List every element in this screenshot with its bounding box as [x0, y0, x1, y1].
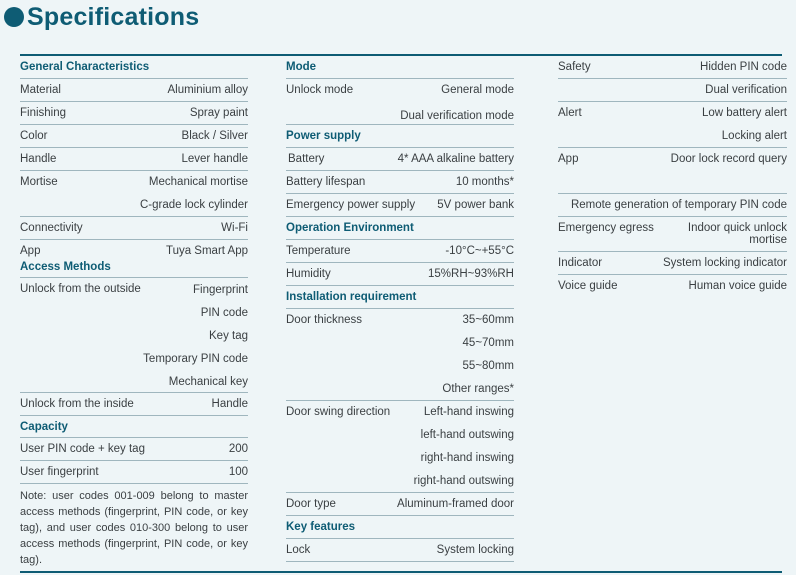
spec-text: App [20, 245, 41, 257]
bottom-divider [20, 571, 782, 573]
spec-text: Mechanical key [168, 376, 248, 388]
spec-text: Dual verification [705, 84, 787, 96]
spec-text: Mortise [20, 176, 58, 188]
spec-row-lock [286, 539, 514, 562]
spec-row-unlock-inside [20, 393, 248, 416]
spec-row-safety [558, 56, 787, 79]
spec-row-finishing [20, 102, 248, 125]
spec-text: Remote generation of temporary PIN code [570, 199, 787, 211]
spec-text: Finishing [20, 107, 67, 119]
spec-text: Unlock from the outside [20, 283, 141, 295]
spec-row-emergency-egress [558, 217, 787, 252]
spec-text: Battery lifespan [286, 176, 366, 188]
spec-row-alert [558, 102, 787, 125]
spec-text: Safety [558, 61, 591, 73]
spec-text: Hidden PIN code [700, 61, 787, 73]
spec-row-battery-lifespan [286, 171, 514, 194]
spec-text: Aluminium alloy [167, 84, 248, 96]
spec-text: Mode [286, 61, 317, 73]
spec-text: Low battery alert [701, 107, 787, 119]
spec-text: 100 [228, 466, 248, 478]
spec-text: Connectivity [20, 222, 83, 234]
spec-text: -10°C~+55°C [445, 245, 514, 257]
spec-text: Color [20, 130, 48, 142]
spec-text: 4* AAA alkaline battery [397, 153, 514, 165]
spec-text: Material [20, 84, 61, 96]
spec-text: Door type [286, 498, 336, 510]
spec-text: 200 [228, 443, 248, 455]
spec-text: Battery [288, 153, 325, 165]
spec-text: Other ranges* [442, 383, 514, 395]
spec-row-app-3 [558, 148, 787, 194]
bullet-dot-icon [4, 7, 24, 27]
spec-row-door-type [286, 493, 514, 516]
spec-text: Key features [286, 521, 356, 533]
spec-text: Fingerprint [193, 284, 248, 296]
spec-row-user-fingerprint [20, 461, 248, 484]
spec-text: right-hand outswing [413, 475, 514, 487]
spec-text: right-hand inswing [420, 452, 514, 464]
spec-text: 5V power bank [437, 199, 514, 211]
spec-text: Voice guide [558, 280, 618, 292]
spec-text: Capacity [20, 421, 68, 433]
spec-text: Locking alert [721, 130, 787, 142]
spec-text: Temperature [286, 245, 351, 257]
spec-text: Lock [286, 544, 311, 556]
spec-text: 55~80mm [462, 360, 514, 372]
spec-text: Human voice guide [688, 280, 787, 292]
spec-text: Left-hand inswing [423, 406, 514, 418]
section-heading-key-features [286, 516, 514, 539]
section-heading-power [286, 125, 514, 148]
spec-text: Unlock mode [286, 84, 354, 96]
section-heading-mode [286, 56, 514, 79]
spec-text: left-hand outswing [420, 429, 514, 441]
spec-text: Unlock from the inside [20, 398, 134, 410]
capacity-note: Note: user codes 001-009 belong to master access methods (fingerprint, PIN code, or key tag), and user codes 010-300 belong to user access methods (fingerprint, PIN code, or key tag). [20, 490, 248, 566]
spec-text: Aluminum-framed door [397, 498, 514, 510]
spec-text: Handle [20, 153, 57, 165]
spec-row-material [20, 79, 248, 102]
spec-text: Emergency power supply [286, 199, 416, 211]
section-heading-capacity [20, 416, 248, 438]
spec-text: Power supply [286, 130, 361, 142]
spec-text: Dual verification mode [400, 110, 514, 122]
column-1 [20, 56, 248, 568]
column-2 [286, 56, 514, 562]
spec-text: C-grade lock cylinder [139, 199, 248, 211]
page-title: Specifications [27, 2, 200, 31]
spec-text: User PIN code + key tag [20, 443, 145, 455]
spec-text: Wi-Fi [221, 222, 248, 234]
spec-row-safety-2 [558, 79, 787, 102]
spec-row-alert-2 [558, 125, 787, 148]
spec-text: Operation Environment [286, 222, 414, 234]
spec-row-app [20, 240, 248, 256]
spec-row-voice-guide [558, 275, 787, 298]
spec-row-door-swing [286, 401, 514, 493]
spec-text: Temporary PIN code [143, 353, 248, 365]
section-heading-general [20, 56, 248, 79]
spec-row-unlock-mode [286, 79, 514, 125]
spec-row-battery [286, 148, 514, 171]
spec-text: PIN code [200, 307, 248, 319]
spec-row-door-thickness [286, 309, 514, 401]
spec-row-mortise [20, 171, 248, 217]
spec-text: Handle [211, 398, 248, 410]
spec-text: Door swing direction [286, 406, 391, 418]
spec-text: 45~70mm [462, 337, 514, 349]
spec-row-color [20, 125, 248, 148]
spec-text: Access Methods [20, 261, 111, 273]
spec-row-temperature [286, 240, 514, 263]
spec-text: Indoor quick unlock [687, 222, 787, 234]
spec-text: General Characteristics [20, 61, 150, 73]
spec-row-unlock-outside [20, 278, 248, 393]
title-area [4, 0, 199, 34]
section-heading-environment [286, 217, 514, 240]
spec-text: Installation requirement [286, 291, 417, 303]
spec-text: mortise [749, 234, 787, 246]
spec-row-connectivity [20, 217, 248, 240]
spec-text: Tuya Smart App [165, 245, 248, 257]
spec-row-handle [20, 148, 248, 171]
spec-text: 15%RH~93%RH [428, 268, 514, 280]
spec-text: Spray paint [189, 107, 248, 119]
spec-text: Door lock record query [670, 153, 787, 165]
spec-text: User fingerprint [20, 466, 99, 478]
spec-text: Door thickness [286, 314, 363, 326]
spec-text: Humidity [286, 268, 331, 280]
spec-row-emergency-power [286, 194, 514, 217]
spec-text: Indicator [558, 257, 603, 269]
spec-text: Alert [558, 107, 582, 119]
spec-text: System locking indicator [663, 257, 787, 269]
spec-text: 10 months* [455, 176, 514, 188]
spec-text: Emergency egress [558, 222, 654, 234]
spec-text: General mode [441, 84, 514, 96]
spec-row-user-pin [20, 438, 248, 461]
section-heading-access [20, 256, 248, 278]
spec-text: Mechanical mortise [148, 176, 248, 188]
spec-row-humidity [286, 263, 514, 286]
spec-row-app-3b [558, 194, 787, 217]
spec-row-indicator [558, 252, 787, 275]
section-heading-installation [286, 286, 514, 309]
spec-text: App [558, 153, 579, 165]
spec-text: Key tag [209, 330, 248, 342]
spec-text: Lever handle [181, 153, 248, 165]
spec-text: 35~60mm [462, 314, 514, 326]
spec-text: System locking [436, 544, 514, 556]
spec-text: Black / Silver [181, 130, 248, 142]
column-3 [558, 56, 787, 298]
